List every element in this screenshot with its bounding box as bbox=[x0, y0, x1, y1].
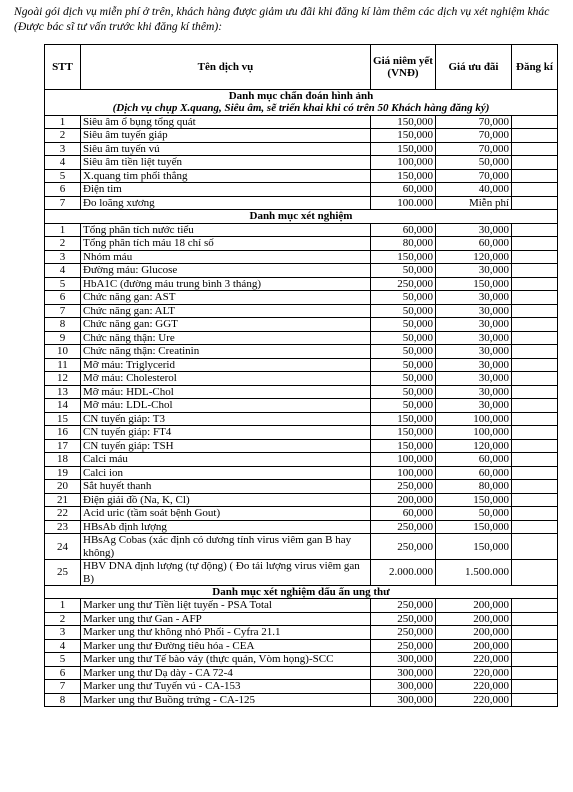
row-stt: 1 bbox=[45, 115, 81, 129]
listed-price: 50,000 bbox=[371, 264, 436, 278]
table-row bbox=[45, 169, 558, 183]
offer-price: 70,000 bbox=[436, 142, 512, 156]
offer-price: 30,000 bbox=[436, 385, 512, 399]
service-name: Marker ung thư không nhỏ Phổi - Cyfra 21.1 bbox=[81, 626, 371, 640]
register-cell[interactable] bbox=[512, 626, 558, 640]
service-name: Marker ung thư Tuyến vú - CA-153 bbox=[81, 680, 371, 694]
register-cell[interactable] bbox=[512, 653, 558, 667]
offer-price: 80,000 bbox=[436, 480, 512, 494]
table-row bbox=[45, 453, 558, 467]
register-cell[interactable] bbox=[512, 560, 558, 586]
offer-price: 200,000 bbox=[436, 599, 512, 613]
register-cell[interactable] bbox=[512, 291, 558, 305]
listed-price: 250,000 bbox=[371, 277, 436, 291]
header-service-name: Tên dịch vụ bbox=[81, 45, 371, 90]
table-row bbox=[45, 331, 558, 345]
row-stt: 4 bbox=[45, 639, 81, 653]
table-row bbox=[45, 196, 558, 210]
offer-price: 120,000 bbox=[436, 439, 512, 453]
service-name: Tổng phân tích máu 18 chỉ số bbox=[81, 237, 371, 251]
register-cell[interactable] bbox=[512, 264, 558, 278]
register-cell[interactable] bbox=[512, 599, 558, 613]
offer-price: 50,000 bbox=[436, 156, 512, 170]
service-name: Marker ung thư Buồng trứng - CA-125 bbox=[81, 693, 371, 707]
service-name: Chức năng thận: Ure bbox=[81, 331, 371, 345]
service-name: X.quang tim phổi thẳng bbox=[81, 169, 371, 183]
listed-price: 150,000 bbox=[371, 142, 436, 156]
row-stt: 3 bbox=[45, 142, 81, 156]
row-stt: 5 bbox=[45, 653, 81, 667]
offer-price: 30,000 bbox=[436, 399, 512, 413]
row-stt: 9 bbox=[45, 331, 81, 345]
service-name: Siêu âm tuyến vú bbox=[81, 142, 371, 156]
row-stt: 5 bbox=[45, 277, 81, 291]
register-cell[interactable] bbox=[512, 223, 558, 237]
listed-price: 200,000 bbox=[371, 493, 436, 507]
offer-price: 100,000 bbox=[436, 412, 512, 426]
listed-price: 50,000 bbox=[371, 331, 436, 345]
offer-price: 30,000 bbox=[436, 304, 512, 318]
service-name: Siêu âm tuyến giáp bbox=[81, 129, 371, 143]
offer-price: 200,000 bbox=[436, 626, 512, 640]
offer-price: 40,000 bbox=[436, 183, 512, 197]
table-row bbox=[45, 560, 558, 586]
row-stt: 7 bbox=[45, 196, 81, 210]
listed-price: 250,000 bbox=[371, 534, 436, 560]
offer-price: 200,000 bbox=[436, 639, 512, 653]
listed-price: 50,000 bbox=[371, 345, 436, 359]
row-stt: 3 bbox=[45, 626, 81, 640]
offer-price: 30,000 bbox=[436, 358, 512, 372]
service-name: Chức năng gan: AST bbox=[81, 291, 371, 305]
offer-price: 150,000 bbox=[436, 534, 512, 560]
row-stt: 6 bbox=[45, 291, 81, 305]
table-row bbox=[45, 412, 558, 426]
offer-price: 30,000 bbox=[436, 223, 512, 237]
offer-price: 70,000 bbox=[436, 115, 512, 129]
offer-price: 30,000 bbox=[436, 318, 512, 332]
table-row bbox=[45, 612, 558, 626]
row-stt: 6 bbox=[45, 183, 81, 197]
offer-price: 30,000 bbox=[436, 264, 512, 278]
listed-price: 150,000 bbox=[371, 439, 436, 453]
listed-price: 50,000 bbox=[371, 318, 436, 332]
listed-price: 50,000 bbox=[371, 385, 436, 399]
register-cell[interactable] bbox=[512, 129, 558, 143]
register-cell[interactable] bbox=[512, 453, 558, 467]
section-title-text: Danh mục xét nghiệm bbox=[249, 210, 353, 223]
register-cell[interactable] bbox=[512, 250, 558, 264]
intro-text bbox=[14, 5, 562, 34]
service-name: HBsAg Cobas (xác định có dương tính virus viêm gan B hay không) bbox=[81, 534, 371, 560]
service-name: Nhóm máu bbox=[81, 250, 371, 264]
section-header-row bbox=[45, 90, 558, 116]
table-row bbox=[45, 653, 558, 667]
row-stt: 7 bbox=[45, 680, 81, 694]
register-cell[interactable] bbox=[512, 385, 558, 399]
service-name: Siêu âm tiền liệt tuyến bbox=[81, 156, 371, 170]
register-cell[interactable] bbox=[512, 372, 558, 386]
service-name: Điện giải đồ (Na, K, Cl) bbox=[81, 493, 371, 507]
register-cell[interactable] bbox=[512, 520, 558, 534]
row-stt: 1 bbox=[45, 223, 81, 237]
table-row bbox=[45, 156, 558, 170]
row-stt: 6 bbox=[45, 666, 81, 680]
listed-price: 50,000 bbox=[371, 372, 436, 386]
offer-price: 150,000 bbox=[436, 520, 512, 534]
section-title bbox=[45, 585, 558, 599]
listed-price: 250,000 bbox=[371, 639, 436, 653]
offer-price: 60,000 bbox=[436, 466, 512, 480]
listed-price: 50,000 bbox=[371, 304, 436, 318]
listed-price: 60,000 bbox=[371, 223, 436, 237]
service-name: Điện tim bbox=[81, 183, 371, 197]
table-row bbox=[45, 264, 558, 278]
listed-price: 100,000 bbox=[371, 156, 436, 170]
register-cell[interactable] bbox=[512, 693, 558, 707]
register-cell[interactable] bbox=[512, 680, 558, 694]
service-name: Marker ung thư Tiền liệt tuyến - PSA Total bbox=[81, 599, 371, 613]
table-row bbox=[45, 493, 558, 507]
service-name: Mỡ máu: HDL-Chol bbox=[81, 385, 371, 399]
service-name: CN tuyến giáp: T3 bbox=[81, 412, 371, 426]
table-row bbox=[45, 318, 558, 332]
offer-price: 220,000 bbox=[436, 693, 512, 707]
listed-price: 150,000 bbox=[371, 412, 436, 426]
section-header-row bbox=[45, 585, 558, 599]
service-name: Chức năng thận: Creatinin bbox=[81, 345, 371, 359]
listed-price: 80,000 bbox=[371, 237, 436, 251]
service-name: CN tuyến giáp: TSH bbox=[81, 439, 371, 453]
service-name: Siêu âm ổ bụng tổng quát bbox=[81, 115, 371, 129]
table-row bbox=[45, 223, 558, 237]
offer-price: 60,000 bbox=[436, 237, 512, 251]
service-name: Đo loãng xương bbox=[81, 196, 371, 210]
listed-price: 300,000 bbox=[371, 680, 436, 694]
service-name: Mỡ máu: Triglycerid bbox=[81, 358, 371, 372]
offer-price: 150,000 bbox=[436, 493, 512, 507]
register-cell[interactable] bbox=[512, 277, 558, 291]
row-stt: 22 bbox=[45, 507, 81, 521]
row-stt: 18 bbox=[45, 453, 81, 467]
register-cell[interactable] bbox=[512, 507, 558, 521]
table-row bbox=[45, 237, 558, 251]
listed-price: 300,000 bbox=[371, 653, 436, 667]
table-row bbox=[45, 277, 558, 291]
listed-price: 150,000 bbox=[371, 129, 436, 143]
register-cell[interactable] bbox=[512, 318, 558, 332]
row-stt: 2 bbox=[45, 129, 81, 143]
listed-price: 50,000 bbox=[371, 399, 436, 413]
table-row bbox=[45, 304, 558, 318]
section-title bbox=[45, 210, 558, 224]
row-stt: 19 bbox=[45, 466, 81, 480]
row-stt: 15 bbox=[45, 412, 81, 426]
service-name: Acid uric (tầm soát bệnh Gout) bbox=[81, 507, 371, 521]
service-name: Marker ung thư Tế bào vảy (thực quản, Vòm họng)-SCC bbox=[81, 653, 371, 667]
table-row bbox=[45, 439, 558, 453]
table-row bbox=[45, 599, 558, 613]
register-cell[interactable] bbox=[512, 331, 558, 345]
register-cell[interactable] bbox=[512, 115, 558, 129]
section-title-text: Danh mục xét nghiệm dấu ấn ung thư bbox=[212, 585, 390, 598]
offer-price: 70,000 bbox=[436, 169, 512, 183]
register-cell[interactable] bbox=[512, 156, 558, 170]
register-cell[interactable] bbox=[512, 612, 558, 626]
table-row bbox=[45, 250, 558, 264]
offer-price: 220,000 bbox=[436, 680, 512, 694]
offer-price: 1.500.000 bbox=[436, 560, 512, 586]
offer-price: 30,000 bbox=[436, 345, 512, 359]
intro-line-2b: (Được bác sĩ tư vấn trước khi đăng kí thêm): bbox=[14, 19, 223, 33]
table-row bbox=[45, 372, 558, 386]
header-register: Đăng kí bbox=[512, 45, 558, 90]
register-cell[interactable] bbox=[512, 412, 558, 426]
section-note: (Dịch vụ chụp X.quang, Siêu âm, sẽ triển khai khi có trên 50 Khách hàng đăng ký) bbox=[112, 102, 490, 115]
register-cell[interactable] bbox=[512, 183, 558, 197]
offer-price: 120,000 bbox=[436, 250, 512, 264]
service-name: Calci ion bbox=[81, 466, 371, 480]
intro-line-2a: vụ xét nghiệm khác bbox=[460, 5, 550, 18]
register-cell[interactable] bbox=[512, 639, 558, 653]
table-row bbox=[45, 115, 558, 129]
table-row bbox=[45, 520, 558, 534]
service-name: HBV DNA định lượng (tự động) ( Đo tải lượng virus viêm gan B) bbox=[81, 560, 371, 586]
section-title-text: Danh mục chẩn đoán hình ảnh bbox=[228, 90, 374, 102]
offer-price: 220,000 bbox=[436, 653, 512, 667]
row-stt: 5 bbox=[45, 169, 81, 183]
offer-price: 30,000 bbox=[436, 331, 512, 345]
service-name: CN tuyến giáp: FT4 bbox=[81, 426, 371, 440]
listed-price: 250,000 bbox=[371, 612, 436, 626]
table-row bbox=[45, 680, 558, 694]
row-stt: 4 bbox=[45, 264, 81, 278]
table-row bbox=[45, 358, 558, 372]
table-row bbox=[45, 426, 558, 440]
price-table bbox=[44, 44, 558, 707]
offer-price: 200,000 bbox=[436, 612, 512, 626]
row-stt: 16 bbox=[45, 426, 81, 440]
offer-price: 50,000 bbox=[436, 507, 512, 521]
row-stt: 13 bbox=[45, 385, 81, 399]
listed-price: 150,000 bbox=[371, 115, 436, 129]
row-stt: 24 bbox=[45, 534, 81, 560]
row-stt: 1 bbox=[45, 599, 81, 613]
listed-price: 250,000 bbox=[371, 520, 436, 534]
listed-price: 150,000 bbox=[371, 250, 436, 264]
service-name: Marker ung thư Đường tiêu hóa - CEA bbox=[81, 639, 371, 653]
register-cell[interactable] bbox=[512, 493, 558, 507]
table-row bbox=[45, 693, 558, 707]
listed-price: 100,000 bbox=[371, 453, 436, 467]
table-row bbox=[45, 534, 558, 560]
register-cell[interactable] bbox=[512, 358, 558, 372]
row-stt: 11 bbox=[45, 358, 81, 372]
row-stt: 17 bbox=[45, 439, 81, 453]
table-row bbox=[45, 345, 558, 359]
register-cell[interactable] bbox=[512, 399, 558, 413]
offer-price: 60,000 bbox=[436, 453, 512, 467]
table-row bbox=[45, 639, 558, 653]
row-stt: 3 bbox=[45, 250, 81, 264]
row-stt: 7 bbox=[45, 304, 81, 318]
listed-price: 300,000 bbox=[371, 666, 436, 680]
section-header-row bbox=[45, 210, 558, 224]
table-row bbox=[45, 399, 558, 413]
service-name: Sắt huyết thanh bbox=[81, 480, 371, 494]
service-name: Marker ung thư Dạ dày - CA 72-4 bbox=[81, 666, 371, 680]
header-row bbox=[45, 45, 558, 90]
register-cell[interactable] bbox=[512, 534, 558, 560]
register-cell[interactable] bbox=[512, 426, 558, 440]
register-cell[interactable] bbox=[512, 480, 558, 494]
table-row bbox=[45, 385, 558, 399]
row-stt: 2 bbox=[45, 612, 81, 626]
service-name: Mỡ máu: Cholesterol bbox=[81, 372, 371, 386]
register-cell[interactable] bbox=[512, 439, 558, 453]
table-body bbox=[45, 90, 558, 707]
offer-price: 220,000 bbox=[436, 666, 512, 680]
header-offer-price: Giá ưu đãi bbox=[436, 45, 512, 90]
service-name: Mỡ máu: LDL-Chol bbox=[81, 399, 371, 413]
service-name: Marker ung thư Gan - AFP bbox=[81, 612, 371, 626]
register-cell[interactable] bbox=[512, 237, 558, 251]
listed-price: 300,000 bbox=[371, 693, 436, 707]
listed-price: 100,000 bbox=[371, 466, 436, 480]
table-row bbox=[45, 507, 558, 521]
listed-price: 150,000 bbox=[371, 169, 436, 183]
service-name: Chức năng gan: GGT bbox=[81, 318, 371, 332]
row-stt: 8 bbox=[45, 318, 81, 332]
table-row bbox=[45, 142, 558, 156]
listed-price: 60,000 bbox=[371, 507, 436, 521]
table-row bbox=[45, 183, 558, 197]
table-row bbox=[45, 626, 558, 640]
row-stt: 8 bbox=[45, 693, 81, 707]
offer-price: 30,000 bbox=[436, 372, 512, 386]
row-stt: 2 bbox=[45, 237, 81, 251]
row-stt: 20 bbox=[45, 480, 81, 494]
row-stt: 14 bbox=[45, 399, 81, 413]
register-cell[interactable] bbox=[512, 169, 558, 183]
listed-price: 50,000 bbox=[371, 358, 436, 372]
offer-price: 70,000 bbox=[436, 129, 512, 143]
register-cell[interactable] bbox=[512, 666, 558, 680]
service-name: Đường máu: Glucose bbox=[81, 264, 371, 278]
listed-price: 250,000 bbox=[371, 626, 436, 640]
table-row bbox=[45, 129, 558, 143]
service-name: Chức năng gan: ALT bbox=[81, 304, 371, 318]
service-name: HBsAb định lượng bbox=[81, 520, 371, 534]
listed-price: 60,000 bbox=[371, 183, 436, 197]
register-cell[interactable] bbox=[512, 142, 558, 156]
offer-price: 150,000 bbox=[436, 277, 512, 291]
listed-price: 250,000 bbox=[371, 480, 436, 494]
row-stt: 12 bbox=[45, 372, 81, 386]
offer-price: 30,000 bbox=[436, 291, 512, 305]
listed-price: 100.000 bbox=[371, 196, 436, 210]
register-cell[interactable] bbox=[512, 304, 558, 318]
listed-price: 150,000 bbox=[371, 426, 436, 440]
header-listed-price: Giá niêm yết (VNĐ) bbox=[371, 45, 436, 90]
row-stt: 23 bbox=[45, 520, 81, 534]
register-cell[interactable] bbox=[512, 466, 558, 480]
row-stt: 10 bbox=[45, 345, 81, 359]
register-cell[interactable] bbox=[512, 196, 558, 210]
section-title bbox=[45, 90, 558, 116]
table-row bbox=[45, 480, 558, 494]
table-row bbox=[45, 666, 558, 680]
listed-price: 2.000.000 bbox=[371, 560, 436, 586]
table-row bbox=[45, 291, 558, 305]
register-cell[interactable] bbox=[512, 345, 558, 359]
row-stt: 25 bbox=[45, 560, 81, 586]
offer-price: 100,000 bbox=[436, 426, 512, 440]
service-name: HbA1C (đường máu trung bình 3 tháng) bbox=[81, 277, 371, 291]
service-name: Tổng phân tích nước tiểu bbox=[81, 223, 371, 237]
listed-price: 250,000 bbox=[371, 599, 436, 613]
row-stt: 21 bbox=[45, 493, 81, 507]
intro-line-1: Ngoài gói dịch vụ miễn phí ở trên, khách hàng được giảm ưu đãi khi đăng kí làm thêm các dịch bbox=[14, 5, 458, 18]
offer-price: Miễn phí bbox=[436, 196, 512, 210]
row-stt: 4 bbox=[45, 156, 81, 170]
listed-price: 50,000 bbox=[371, 291, 436, 305]
service-name: Calci máu bbox=[81, 453, 371, 467]
header-stt: STT bbox=[45, 45, 81, 90]
table-row bbox=[45, 466, 558, 480]
